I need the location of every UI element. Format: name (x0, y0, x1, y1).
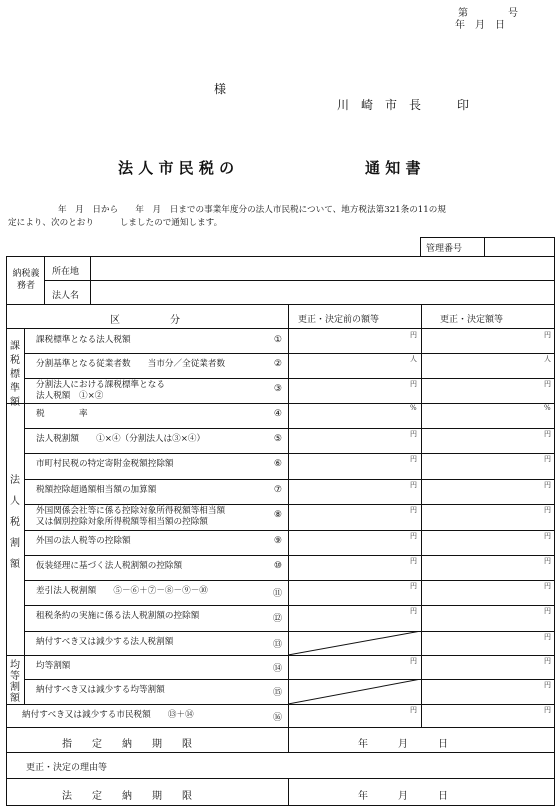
row-label: 差引法人税割額 ⑤－⑥＋⑦－⑧－⑨－⑩ (36, 586, 208, 596)
strike-diagonal (288, 679, 421, 704)
designated-deadline-label: 指 定 納 期 限 (62, 739, 192, 750)
table-row (26, 631, 288, 655)
row-number: ⑯ (272, 713, 282, 723)
table-row (26, 504, 288, 530)
row-label: 外国の法人税等の控除額 (36, 536, 131, 546)
row-number: ⑭ (272, 664, 282, 674)
row-label: 市町村民税の特定寄附金税額控除額 (36, 459, 174, 469)
after-amount-unit: 円 (544, 681, 551, 689)
table-row (26, 580, 288, 605)
before-amount-unit: 円 (410, 506, 417, 514)
table-row (26, 555, 288, 580)
before-amount-unit: 円 (410, 380, 417, 388)
header-after-amount: 更正・決定額等 (440, 315, 504, 325)
before-amount-unit: 人 (410, 355, 417, 363)
reason-label: 更正・決定の理由等 (26, 763, 108, 773)
address-label: 所在地 (52, 267, 80, 277)
before-amount-unit: 円 (410, 706, 417, 714)
header-before-amount: 更正・決定前の額等 (298, 315, 380, 325)
before-amount-unit: 円 (410, 557, 417, 565)
section-corporate-tax-portion: 法人税割額 (10, 475, 20, 570)
table-row (26, 530, 288, 555)
before-amount-unit: 円 (410, 582, 417, 590)
before-amount-unit: 円 (410, 532, 417, 540)
company-name-label: 法人名 (52, 291, 80, 301)
section-per-capita: 均等割額 (10, 660, 20, 704)
after-amount-unit: 円 (544, 607, 551, 615)
before-amount-unit: 円 (410, 481, 417, 489)
after-amount-unit: 円 (544, 557, 551, 565)
row-number: ⑮ (272, 688, 282, 698)
statutory-deadline-date: 年 月 日 (358, 791, 448, 802)
after-amount-unit: 円 (544, 706, 551, 714)
after-amount-unit: 円 (544, 455, 551, 463)
taxpayer-label: 納税義務者 (12, 269, 40, 291)
document-title-part1: 法 人 市 民 税 の (118, 159, 235, 177)
table-row (26, 378, 288, 403)
row-number: ⑨ (273, 536, 282, 546)
after-amount-unit: 円 (544, 380, 551, 388)
after-amount-unit: 円 (544, 582, 551, 590)
before-amount-unit: % (410, 404, 417, 412)
row-number: ① (273, 335, 282, 345)
after-amount-unit: 円 (544, 633, 551, 641)
before-amount-unit: 円 (410, 331, 417, 339)
row-number: ⑪ (272, 589, 282, 599)
table-row (26, 605, 288, 631)
addressee-suffix: 様 (214, 82, 227, 96)
after-amount-unit: 円 (544, 532, 551, 540)
table-row (26, 655, 288, 679)
table-row (26, 353, 288, 378)
table-row (26, 453, 288, 479)
row-label: 納付すべき又は減少する法人税割額 (36, 637, 174, 647)
before-amount-unit: 円 (410, 455, 417, 463)
statutory-deadline-label: 法 定 納 期 限 (62, 791, 192, 802)
before-amount-unit: 円 (410, 657, 417, 665)
row-number: ⑥ (273, 459, 282, 469)
after-amount-unit: 円 (544, 657, 551, 665)
row-number: ⑬ (272, 640, 282, 650)
row-number: ⑩ (273, 561, 282, 571)
row-label: 租税条約の実施に係る法人税割額の控除額 (36, 611, 200, 621)
after-amount-unit: 人 (544, 355, 551, 363)
document-date: 年 月 日 (455, 20, 505, 31)
table-row (26, 479, 288, 504)
after-amount-unit: 円 (544, 430, 551, 438)
row-label: 納付すべき又は減少する市民税額 ⑬＋⑭ (22, 710, 194, 720)
table-row (26, 679, 288, 704)
after-amount-unit: 円 (544, 506, 551, 514)
after-amount-unit: 円 (544, 331, 551, 339)
strike-diagonal (288, 631, 421, 655)
intro-line-1: 年 月 日から 年 月 日までの事業年度分の法人市民税について、地方税法第321条の11の規 (58, 205, 446, 215)
before-amount-unit: 円 (410, 430, 417, 438)
row-label: 税 率 (36, 409, 88, 419)
row-label: 納付すべき又は減少する均等割額 (36, 685, 165, 695)
row-number: ⑦ (273, 485, 282, 495)
document-number: 第 号 (458, 8, 518, 19)
row-label: 分割法人における課税標準となる 法人税額 ①×② (36, 380, 165, 401)
table-row (26, 403, 288, 428)
row-number: ⑧ (273, 510, 282, 520)
section-taxable-base: 課税標準 (10, 341, 20, 394)
row-number: ④ (273, 409, 282, 419)
table-row (26, 428, 288, 453)
row-label: 法人税割額 ①×④（分割法人は③×④） (36, 434, 206, 444)
after-amount-unit: % (544, 404, 551, 412)
issuer-name: 川 崎 市 長 印 (337, 98, 470, 112)
intro-line-2: 定により、次のとおり しましたので通知します。 (8, 218, 223, 228)
designated-deadline-date: 年 月 日 (358, 739, 448, 750)
header-category: 区 分 (110, 315, 180, 326)
row-label: 税額控除超過額相当額の加算額 (36, 485, 157, 495)
row-label: 課税標準となる法人税額 (36, 335, 131, 345)
row-label: 分割基準となる従業者数 当市分／全従業者数 (36, 359, 226, 369)
row-number: ③ (273, 384, 282, 394)
row-label: 仮装経理に基づく法人税割額の控除額 (36, 561, 183, 571)
row-label: 外国関係会社等に係る控除対象所得税額等相当額 又は個別控除対象所得税額等相当額の控除額 (36, 506, 226, 527)
admin-number-label: 管理番号 (426, 244, 463, 254)
table-row (26, 329, 288, 353)
before-amount-unit: 円 (410, 607, 417, 615)
table-row (8, 704, 288, 727)
after-amount-unit: 円 (544, 481, 551, 489)
row-number: ② (273, 359, 282, 369)
row-number: ⑤ (273, 434, 282, 444)
row-number: ⑫ (272, 614, 282, 624)
document-title-part2: 通 知 書 (365, 159, 421, 177)
row-label: 均等割額 (36, 661, 71, 671)
